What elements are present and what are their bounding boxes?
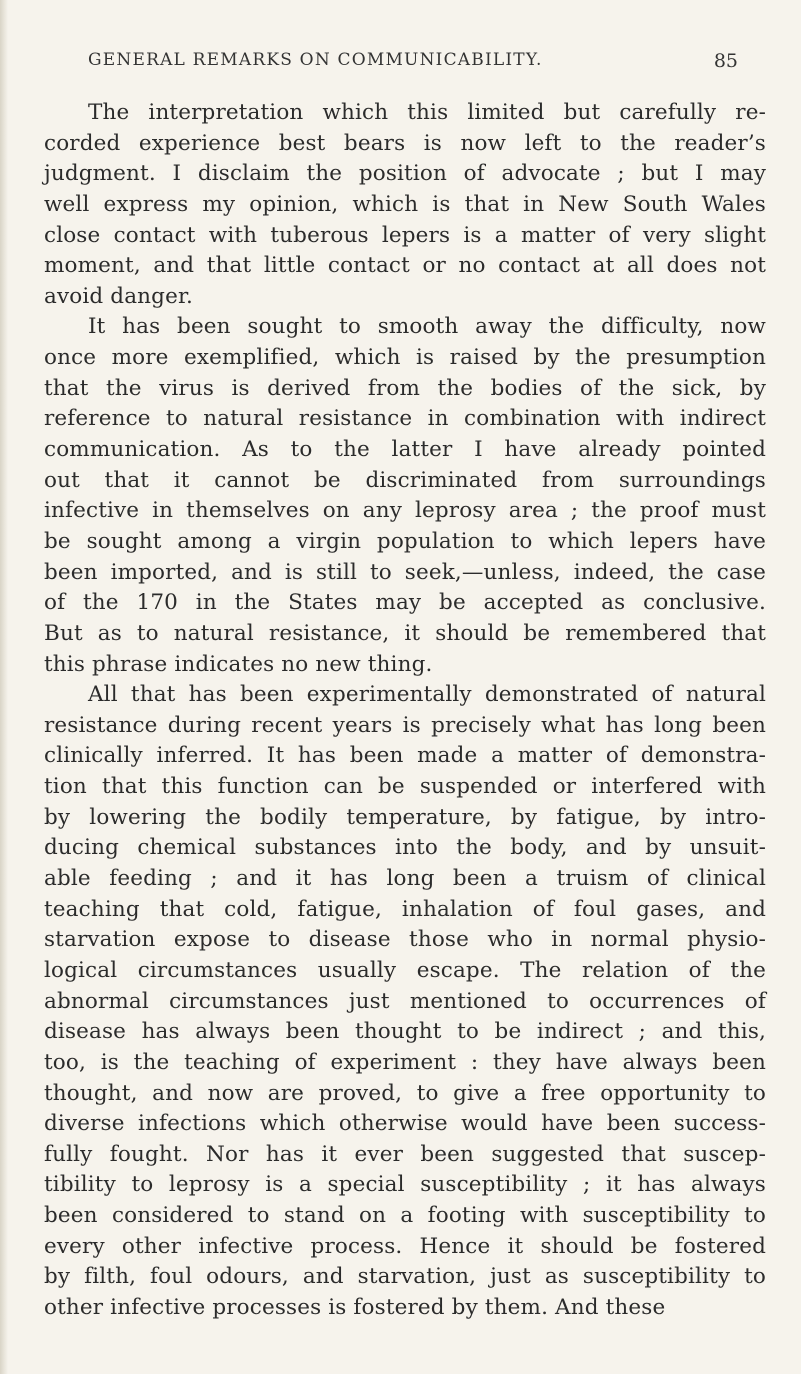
text-line: infective in themselves on any leprosy area ; the proof must xyxy=(44,498,766,524)
text-line: other infective processes is fostered by them. And these xyxy=(44,1294,666,1320)
text-line: diverse infections which otherwise would have been success- xyxy=(44,1111,766,1137)
text-line: starvation expose to disease those who in normal physio- xyxy=(44,927,766,953)
text-line: too, is the teaching of experiment : they have always been xyxy=(44,1049,766,1075)
text-line: thought, and now are proved, to give a free opportunity to xyxy=(44,1080,766,1106)
text-line: abnormal circumstances just mentioned to occurrences of xyxy=(44,988,766,1014)
text-line: disease has always been thought to be indirect ; and this, xyxy=(44,1019,766,1045)
text-line: moment, and that little contact or no contact at all does not xyxy=(44,253,766,279)
text-line: tion that this function can be suspended or interfered with xyxy=(44,774,766,800)
text-line: judgment. I disclaim the position of advocate ; but I may xyxy=(44,161,766,187)
text-line: resistance during recent years is precisely what has long been xyxy=(44,712,766,738)
text-line: close contact with tuberous lepers is a matter of very slight xyxy=(44,222,766,248)
running-head-title: GENERAL REMARKS ON COMMUNICABILITY. xyxy=(88,50,543,70)
page-gutter-shadow xyxy=(0,0,8,1374)
text-line: been imported, and is still to seek,—unless, indeed, the case xyxy=(44,559,766,585)
text-line: All that has been experimentally demonstrated of natural xyxy=(88,682,766,708)
text-line: well express my opinion, which is that in New South Wales xyxy=(44,191,766,217)
text-line: clinically inferred. It has been made a matter of demonstra- xyxy=(44,743,766,769)
page-number: 85 xyxy=(713,50,738,72)
running-head xyxy=(88,50,738,90)
text-line: The interpretation which this limited but carefully re- xyxy=(88,100,766,125)
text-line: out that it cannot be discriminated from surroundings xyxy=(44,467,766,493)
text-line: teaching that cold, fatigue, inhalation of foul gases, and xyxy=(44,896,766,922)
text-line: fully fought. Nor has it ever been suggested that suscep- xyxy=(44,1141,766,1167)
text-line: by lowering the bodily temperature, by fatigue, by intro- xyxy=(44,804,766,830)
text-line: logical circumstances usually escape. The relation of the xyxy=(44,957,766,983)
text-line: tibility to leprosy is a special susceptibility ; it has always xyxy=(44,1172,766,1198)
text-line: ducing chemical substances into the body, and by unsuit- xyxy=(44,835,766,861)
text-line: avoid danger. xyxy=(44,283,193,309)
text-line: reference to natural resistance in combination with indirect xyxy=(44,406,766,432)
text-line: But as to natural resistance, it should be remembered that xyxy=(44,620,766,646)
text-line: every other infective process. Hence it should be fostered xyxy=(44,1233,766,1259)
text-line: once more exemplified, which is raised by the presumption xyxy=(44,345,766,371)
text-line: corded experience best bears is now left to the reader’s xyxy=(44,130,766,156)
text-line: be sought among a virgin population to which lepers have xyxy=(44,528,766,554)
text-line: this phrase indicates no new thing. xyxy=(44,651,433,677)
text-line: communication. As to the latter I have already pointed xyxy=(44,437,766,463)
text-line: that the virus is derived from the bodies of the sick, by xyxy=(44,375,766,401)
text-line: by filth, foul odours, and starvation, just as susceptibility to xyxy=(44,1264,766,1290)
body-text xyxy=(44,98,766,1324)
text-line: It has been sought to smooth away the difficulty, now xyxy=(88,314,766,340)
text-line: been considered to stand on a footing with susceptibility to xyxy=(44,1203,766,1229)
text-line: able feeding ; and it has long been a truism of clinical xyxy=(44,866,766,892)
text-line: of the 170 in the States may be accepted as conclusive. xyxy=(44,590,766,616)
